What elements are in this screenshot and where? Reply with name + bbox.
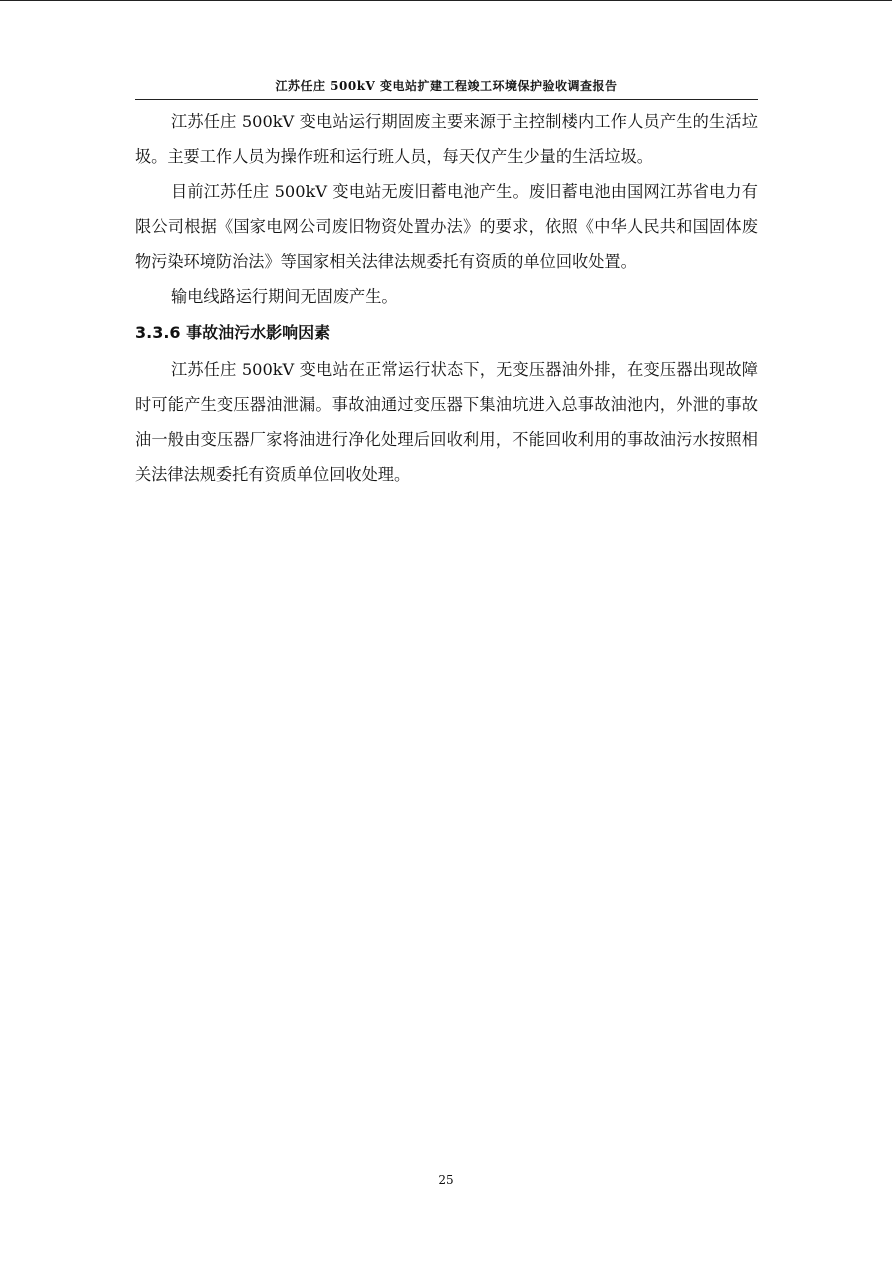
document-body <box>135 104 758 492</box>
paragraph-accident-oil: 江苏任庄 500kV 变电站在正常运行状态下，无变压器油外排，在变压器出现故障时可能产生变压器油泄漏。事故油通过变压器下集油坑进入总事故油池内，外泄的事故油一般由变压器厂家将油进行净化处理后回收利用，不能回收利用的事故油污水按照相关法律法规委托有资质单位回收处理。 <box>135 360 758 484</box>
running-header: 江苏任庄 500kV 变电站扩建工程竣工环境保护验收调查报告 <box>275 79 618 93</box>
paragraph-waste-batteries: 目前江苏任庄 500kV 变电站无废旧蓄电池产生。废旧蓄电池由国网江苏省电力有限公司根据《国家电网公司废旧物资处置办法》的要求，依照《中华人民共和国固体废物污染环境防治法》等国家相关法律法规委托有资质的单位回收处置。 <box>135 182 758 271</box>
paragraph-transmission-line: 输电线路运行期间无固废产生。 <box>171 287 398 306</box>
header-rule <box>135 99 758 100</box>
section-heading: 3.3.6 事故油污水影响因素 <box>135 323 331 342</box>
page-number: 25 <box>438 1173 454 1187</box>
page-top-border <box>0 0 892 1</box>
paragraph-solid-waste: 江苏任庄 500kV 变电站运行期固废主要来源于主控制楼内工作人员产生的生活垃圾。主要工作人员为操作班和运行班人员，每天仅产生少量的生活垃圾。 <box>135 112 758 166</box>
